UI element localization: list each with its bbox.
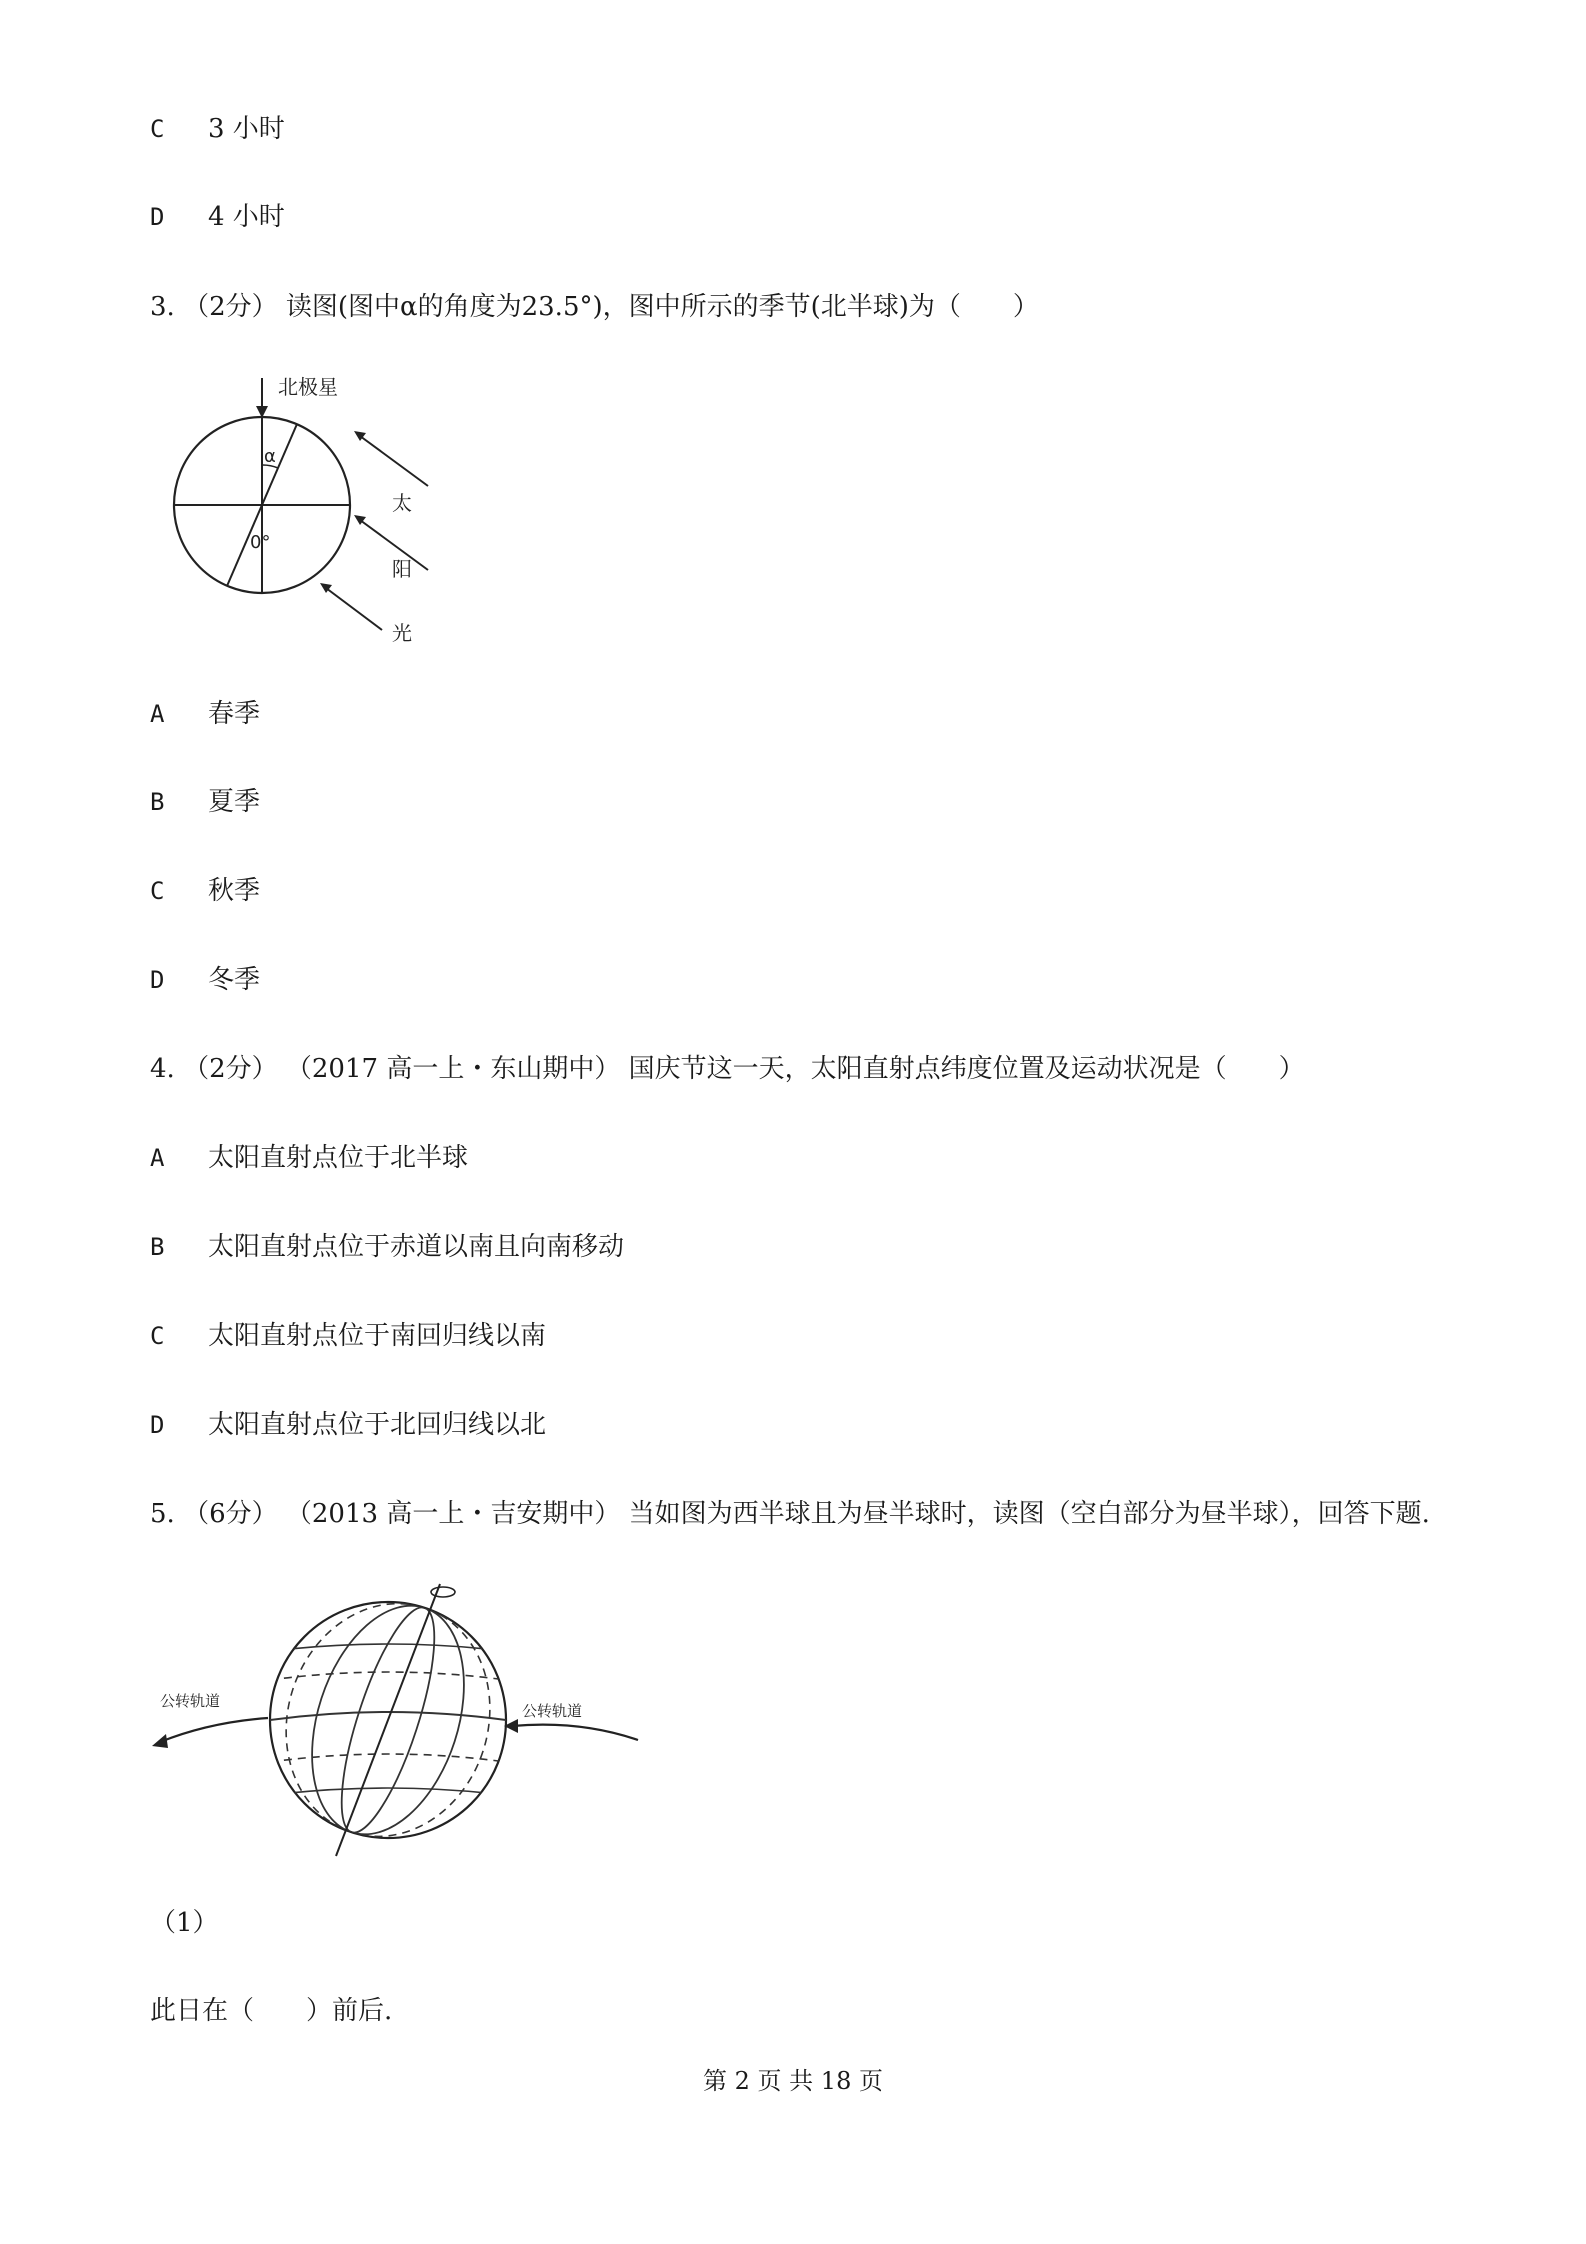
q4-stem [150,1052,1305,1086]
sunlight-char-2: 阳 [392,557,412,581]
question-text: 国庆节这一天，太阳直射点纬度位置及运动状况是（ ） [628,1054,1305,1084]
q3-option-b [150,785,260,819]
option-letter: C [150,877,165,905]
option-text: 太阳直射点位于北回归线以北 [208,1410,547,1440]
option-text: 3 小时 [208,114,285,144]
option-letter: C [150,1322,165,1350]
sunlight-char-1: 太 [392,491,412,515]
q3-stem [150,290,1039,324]
orbit-left-label: 公转轨道 [160,1692,221,1710]
q5-sub-number [150,1906,219,1940]
option-text: 夏季 [208,787,261,817]
orbit-right-label: 公转轨道 [522,1702,583,1720]
polaris-label: 北极星 [278,375,338,399]
q3-option-d [150,963,260,997]
option-letter: D [150,203,165,231]
q2-option-d [150,200,285,234]
question-score: （2分） [183,1054,278,1084]
q5-sub-stem [150,1994,392,2028]
orbit-right-line [512,1725,638,1740]
q4-option-b [150,1230,624,1264]
question-number: 3. [150,292,175,322]
q4-option-c [150,1319,546,1353]
q5-stem [150,1497,1430,1531]
option-letter: D [150,1411,165,1439]
q5-globe-figure [150,1580,650,1860]
option-letter: C [150,115,165,143]
option-text: 太阳直射点位于南回归线以南 [208,1321,547,1351]
rotation-icon [431,1587,455,1597]
sunlight-ray-3 [326,588,382,630]
sunlight-char-3: 光 [392,621,412,645]
option-letter: D [150,966,165,994]
alpha-label: α [264,446,276,467]
q4-option-d [150,1408,546,1442]
latitude-line [270,1672,506,1680]
latitude-line [270,1754,506,1762]
globe-axis [336,1584,440,1856]
question-source: （2013 高一上・吉安期中） [285,1499,621,1529]
page-footer: 第 2 页 共 18 页 [703,2067,883,2095]
option-text: 冬季 [208,965,261,995]
option-text: 4 小时 [208,202,285,232]
option-letter: A [150,700,165,728]
option-letter: B [150,788,165,816]
q4-option-a [150,1141,468,1175]
q2-option-c [150,112,285,146]
sub-question-number: （1） [150,1908,219,1938]
question-number: 4. [150,1054,175,1084]
question-text: 读图(图中α的角度为23.5°)，图中所示的季节(北半球)为（ ） [285,292,1039,322]
option-letter: A [150,1144,165,1172]
question-score: （6分） [183,1499,278,1529]
option-text: 春季 [208,699,261,729]
question-number: 5. [150,1499,175,1529]
orbit-left-line [160,1718,268,1742]
sub-question-text: 此日在（ ）前后. [150,1996,393,2026]
question-text: 当如图为西半球且为昼半球时，读图（空白部分为昼半球），回答下题. [628,1499,1430,1529]
option-text: 太阳直射点位于北半球 [208,1143,469,1173]
equator-degree-label: 0° [250,532,271,553]
sunlight-ray-1 [360,436,428,486]
orbit-left-arrowhead-icon [152,1734,168,1748]
option-text: 太阳直射点位于赤道以南且向南移动 [208,1232,625,1262]
option-text: 秋季 [208,876,261,906]
option-letter: B [150,1233,165,1261]
q3-option-a [150,697,260,731]
question-source: （2017 高一上・东山期中） [285,1054,621,1084]
q3-option-c [150,874,260,908]
question-score: （2分） [183,292,278,322]
q3-earth-axis-figure [160,370,460,650]
